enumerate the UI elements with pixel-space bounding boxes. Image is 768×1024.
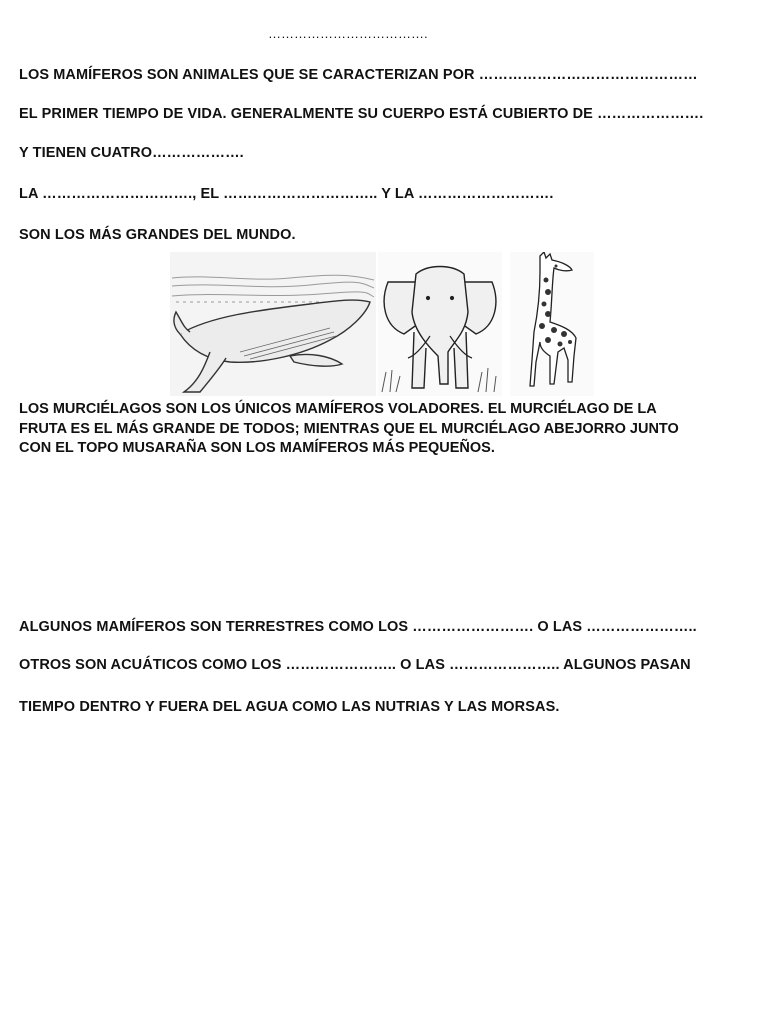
text-line-6: ALGUNOS MAMÍFEROS SON TERRESTRES COMO LOS ……………………. O LAS ………………….. xyxy=(19,619,697,635)
text-line-8: TIEMPO DENTRO Y FUERA DEL AGUA COMO LAS NUTRIAS Y LAS MORSAS. xyxy=(19,699,560,715)
title-blank: ………………………………. xyxy=(268,26,428,41)
text-line-4: LA …………………………., EL ………………………….. Y LA ………………………. xyxy=(19,186,554,202)
bats-line-2: FRUTA ES EL MÁS GRANDE DE TODOS; MIENTRAS QUE EL MURCIÉLAGO ABEJORRO JUNTO xyxy=(19,420,679,437)
bats-line-3: CON EL TOPO MUSARAÑA SON LOS MAMÍFEROS MÁS PEQUEÑOS. xyxy=(19,440,495,456)
text-line-5: SON LOS MÁS GRANDES DEL MUNDO. xyxy=(19,227,296,243)
text-line-7: OTROS SON ACUÁTICOS COMO LOS ………………….. O LAS ………………….. ALGUNOS PASAN xyxy=(19,657,691,673)
text-line-1: LOS MAMÍFEROS SON ANIMALES QUE SE CARACTERIZAN POR ……………………………………… xyxy=(19,67,698,83)
bats-line-1: LOS MURCIÉLAGOS SON LOS ÚNICOS MAMÍFEROS VOLADORES. EL MURCIÉLAGO DE LA xyxy=(19,401,657,417)
text-line-3: Y TIENEN CUATRO………………. xyxy=(19,145,244,161)
elephant-image xyxy=(378,252,502,396)
bats-paragraph xyxy=(19,400,739,459)
whale-image xyxy=(170,252,376,396)
giraffe-image xyxy=(510,252,594,396)
text-line-2: EL PRIMER TIEMPO DE VIDA. GENERALMENTE SU CUERPO ESTÁ CUBIERTO DE …………………. xyxy=(19,106,704,122)
